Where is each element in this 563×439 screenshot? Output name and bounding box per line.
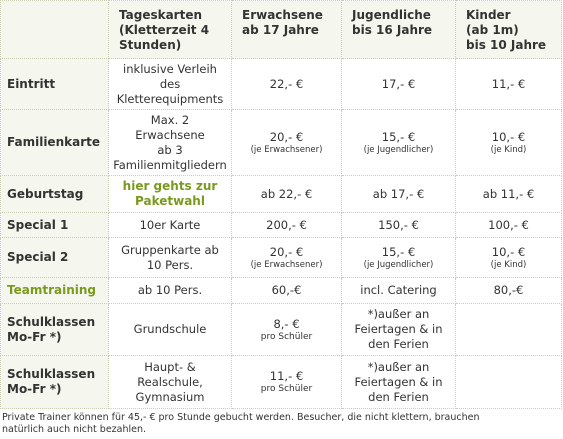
price-unit: (je Kind): [490, 259, 527, 270]
desc-line: Erwachsene: [135, 127, 205, 142]
cell-description: [109, 59, 232, 110]
cell-empty: [456, 304, 562, 356]
cell-price-child: 11,- €: [456, 59, 562, 110]
row-label-schulklassen: [1, 304, 109, 356]
note-line: *)außer an: [367, 359, 430, 374]
header-jugendliche: [342, 1, 456, 59]
price-unit: (je Erwachsener): [250, 259, 323, 270]
cell-price-youth: incl. Catering: [342, 278, 456, 304]
note-line: Feiertagen & in: [354, 322, 443, 336]
header-line: ab 17 Jahre: [242, 23, 319, 37]
cell-price-child: 80,-€: [456, 278, 562, 304]
row-label-familienkarte: Familienkarte: [1, 110, 109, 176]
desc-line: Gruppenkarte ab: [121, 242, 219, 257]
cell-note: [342, 356, 456, 409]
header-line: Kinder: [466, 8, 511, 22]
cell-description: [109, 176, 232, 213]
price-value: 10,- €: [491, 129, 526, 144]
price-value: 11,- €: [269, 369, 304, 383]
price-unit: (je Jugendlicher): [363, 259, 434, 270]
table-row: [1, 304, 562, 356]
table-row: [1, 238, 562, 278]
footer-line: Private Trainer können für 45,- € pro Stunde gebucht werden. Besucher, die nicht klettern, brauchen: [2, 412, 480, 423]
label-line: Schulklassen: [7, 367, 96, 381]
cell-description: [109, 110, 232, 176]
desc-line: Familienmitgliedern: [113, 157, 227, 172]
header-line: bis 10 Jahre: [466, 38, 547, 52]
footer-line: natürlich auch nicht bezahlen.: [2, 424, 147, 435]
package-selection-link[interactable]: [123, 179, 218, 208]
cell-price-child: [456, 110, 562, 176]
header-line: bis 16 Jahre: [352, 23, 433, 37]
table-row: [1, 356, 562, 409]
cell-description: [109, 238, 232, 278]
price-unit: (je Jugendlicher): [363, 144, 434, 155]
header-line: (Kletterzeit 4: [119, 23, 210, 37]
table-row: [1, 176, 562, 213]
header-line: Tageskarten: [119, 8, 203, 22]
price-unit: pro Schüler: [260, 384, 313, 394]
row-label-schulklassen: [1, 356, 109, 409]
label-line: Mo-Fr *): [7, 382, 62, 396]
cell-price-youth: [342, 238, 456, 278]
row-label-eintritt: Eintritt: [1, 59, 109, 110]
price-value: 20,- €: [269, 244, 304, 259]
cell-description: 10er Karte: [109, 213, 232, 238]
header-line: Jugendliche: [352, 8, 431, 22]
desc-line: 10 Pers.: [146, 257, 194, 272]
cell-note: [342, 304, 456, 356]
cell-price-adult: 200,- €: [232, 213, 342, 238]
price-value: 20,- €: [269, 129, 304, 144]
note-line: *)außer an: [367, 307, 430, 321]
price-value: 15,- €: [381, 244, 416, 259]
cell-price-youth: ab 17,- €: [342, 176, 456, 213]
cell-price-adult: 60,-€: [232, 278, 342, 304]
header-line: Erwachsene: [242, 8, 323, 22]
cell-price-child: ab 11,- €: [456, 176, 562, 213]
header-kinder: [456, 1, 562, 59]
note-line: Feiertagen & in: [354, 374, 443, 389]
desc-line: inklusive Verleih des: [123, 61, 217, 91]
note-line: den Ferien: [368, 389, 429, 404]
desc-line: ab 3: [157, 142, 183, 157]
label-line: Mo-Fr *): [7, 329, 62, 344]
cell-description: ab 10 Pers.: [109, 278, 232, 304]
row-label-special-1: Special 1: [1, 213, 109, 238]
table-row: [1, 213, 562, 238]
row-label-geburtstag: Geburtstag: [1, 176, 109, 213]
link-line: Paketwahl: [135, 194, 205, 208]
table-header-row: [1, 1, 562, 59]
desc-line: Max. 2: [150, 112, 190, 127]
table-row: [1, 59, 562, 110]
note-line: den Ferien: [368, 337, 429, 351]
header-line: (ab 1m): [466, 23, 519, 37]
table-row: [1, 278, 562, 304]
cell-price-youth: 150,- €: [342, 213, 456, 238]
cell-empty: [456, 356, 562, 409]
desc-line: Realschule,: [137, 374, 203, 389]
desc-line: Gymnasium: [135, 389, 205, 404]
cell-price-youth: 17,- €: [342, 59, 456, 110]
row-label-teamtraining: Teamtraining: [1, 278, 109, 304]
footer-note: [2, 412, 562, 436]
price-value: 10,- €: [491, 244, 526, 259]
price-unit: pro Schüler: [260, 331, 313, 342]
desc-line: Kletterequipments: [116, 91, 224, 106]
cell-price-youth: [342, 110, 456, 176]
row-label-special-2: Special 2: [1, 238, 109, 278]
price-value: 15,- €: [381, 129, 416, 144]
price-value: 8,- €: [273, 316, 300, 331]
cell-price-adult: 22,- €: [232, 59, 342, 110]
header-line: Stunden): [119, 38, 182, 52]
cell-price-adult: ab 22,- €: [232, 176, 342, 213]
label-line: Schulklassen: [7, 314, 96, 329]
table-row: [1, 110, 562, 176]
header-tageskarten: [109, 1, 232, 59]
cell-price-child: [456, 238, 562, 278]
header-erwachsene: [232, 1, 342, 59]
link-line: hier gehts zur: [122, 179, 218, 193]
cell-description: [109, 356, 232, 409]
cell-price-child: 100,- €: [456, 213, 562, 238]
price-unit: (je Erwachsener): [250, 144, 323, 155]
desc-line: Haupt- &: [144, 359, 196, 374]
cell-price-adult: [232, 356, 342, 409]
header-corner: [1, 1, 109, 59]
cell-price-adult: [232, 110, 342, 176]
cell-description: Grundschule: [109, 304, 232, 356]
price-unit: (je Kind): [490, 144, 527, 155]
cell-price-adult: [232, 304, 342, 356]
cell-price-adult: [232, 238, 342, 278]
